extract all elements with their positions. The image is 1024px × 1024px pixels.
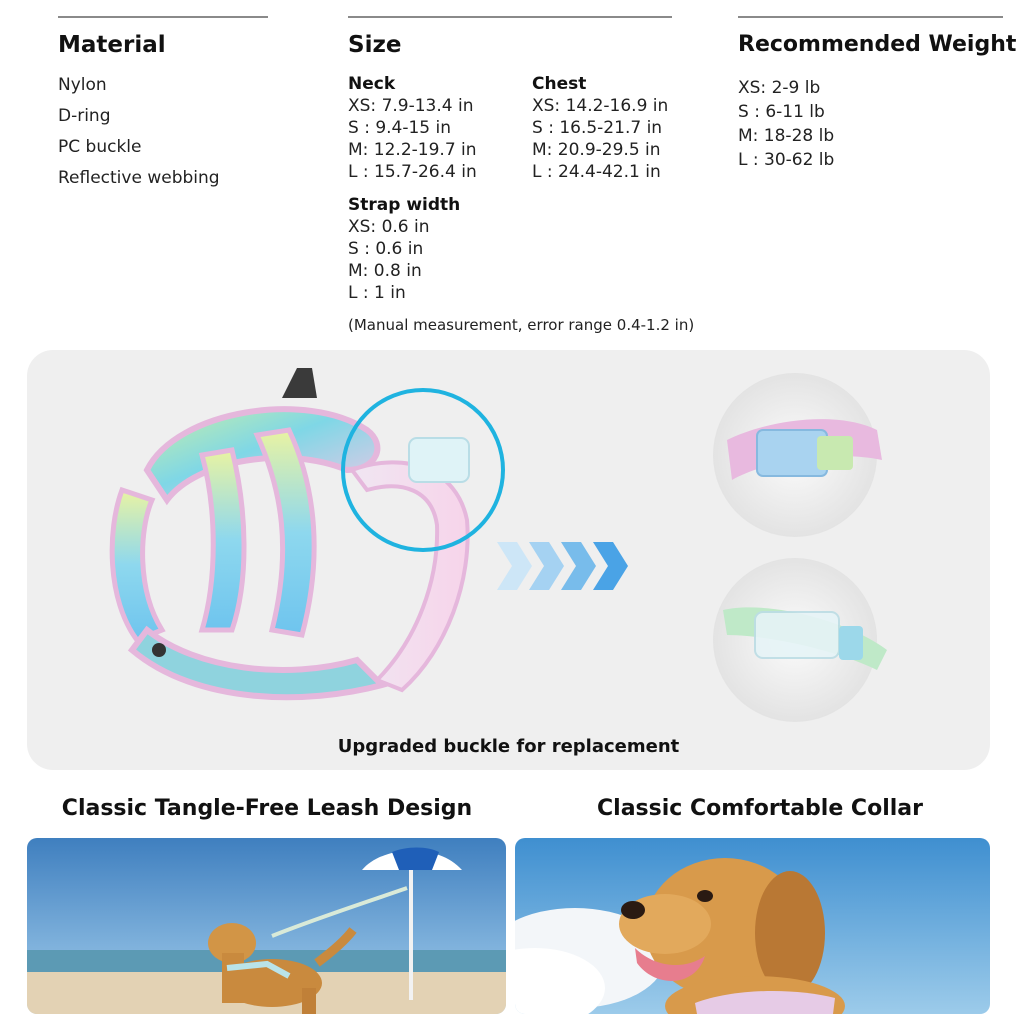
collar-title: Classic Comfortable Collar [597, 796, 923, 821]
leash-title: Classic Tangle-Free Leash Design [61, 796, 473, 821]
strap-width-row: S : 0.6 in [348, 239, 424, 259]
weight-heading: Recommended Weight [738, 32, 1017, 57]
strap-width-row: L : 1 in [348, 283, 406, 303]
weight-divider [738, 16, 1003, 18]
material-item: Reflective webbing [58, 168, 220, 188]
chest-row: L : 24.4-42.1 in [532, 162, 661, 182]
buckle-caption: Upgraded buckle for replacement [337, 736, 680, 757]
material-item: PC buckle [58, 137, 142, 157]
chest-row: M: 20.9-29.5 in [532, 140, 661, 160]
chest-row: XS: 14.2-16.9 in [532, 96, 669, 116]
neck-row: L : 15.7-26.4 in [348, 162, 477, 182]
weight-row: S : 6-11 lb [738, 102, 825, 122]
size-heading: Size [348, 32, 402, 58]
buckle-panel [27, 350, 990, 770]
weight-row: L : 30-62 lb [738, 150, 835, 170]
neck-label: Neck [348, 74, 396, 94]
weight-row: XS: 2-9 lb [738, 78, 821, 98]
chest-label: Chest [532, 74, 587, 94]
weight-row: M: 18-28 lb [738, 126, 835, 146]
arrow-icon [497, 542, 628, 590]
strap-width-row: XS: 0.6 in [348, 217, 430, 237]
chest-row: S : 16.5-21.7 in [532, 118, 663, 138]
neck-row: M: 12.2-19.7 in [348, 140, 477, 160]
material-item: Nylon [58, 75, 107, 95]
neck-row: S : 9.4-15 in [348, 118, 452, 138]
strap-width-row: M: 0.8 in [348, 261, 422, 281]
material-heading: Material [58, 32, 166, 58]
size-divider [348, 16, 672, 18]
material-item: D-ring [58, 106, 111, 126]
neck-row: XS: 7.9-13.4 in [348, 96, 474, 116]
leash-photo [27, 838, 506, 1014]
material-divider [58, 16, 268, 18]
harness-image [27, 350, 990, 770]
strap-width-label: Strap width [348, 195, 461, 215]
collar-photo [515, 838, 990, 1014]
measurement-note: (Manual measurement, error range 0.4-1.2 in) [348, 316, 695, 334]
